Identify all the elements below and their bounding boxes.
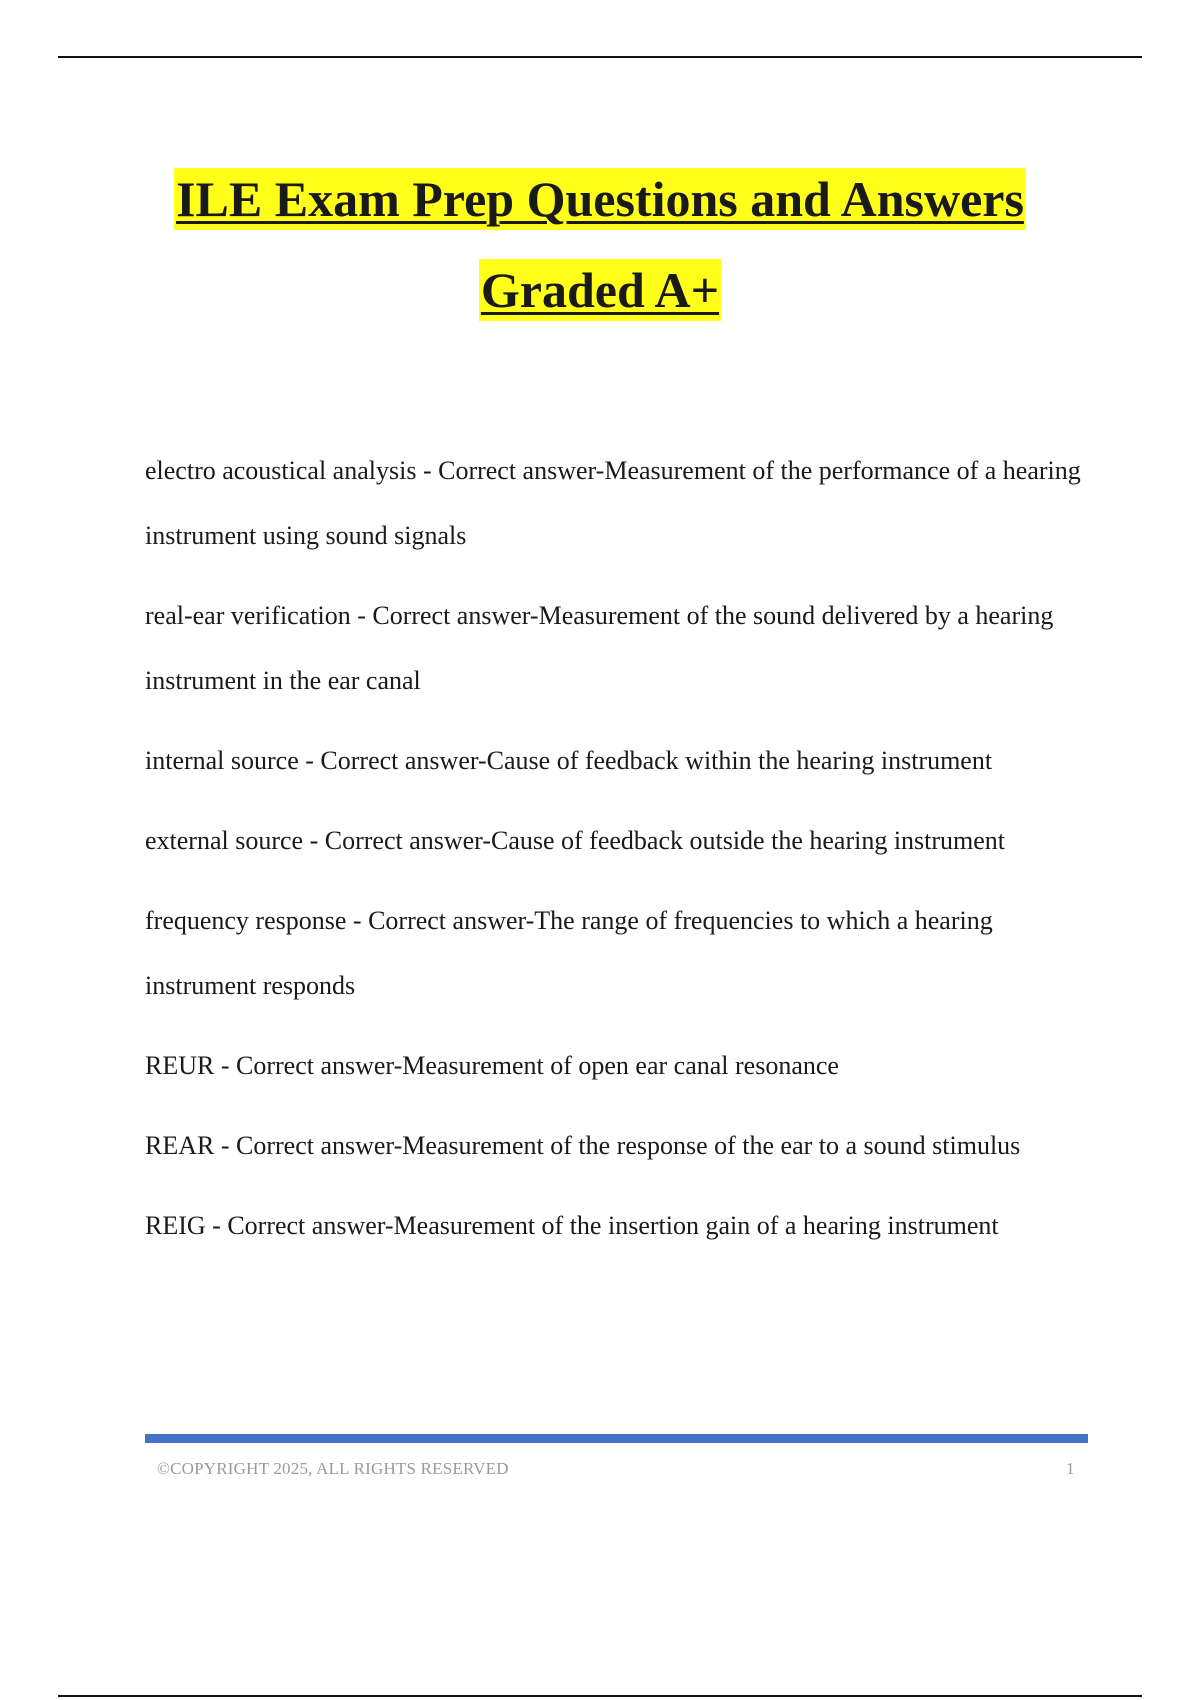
qa-item: electro acoustical analysis - Correct answer-Measurement of the performance of a hearing instrument using sound signals (145, 456, 1081, 550)
qa-item: external source - Correct answer-Cause of feedback outside the hearing instrument (145, 826, 1006, 855)
page-number: 1 (1066, 1459, 1075, 1478)
qa-item: internal source - Correct answer-Cause of feedback within the hearing instrument (145, 746, 993, 775)
footer-bar (145, 1434, 1088, 1443)
title-line-2: Graded A+ (479, 259, 721, 321)
qa-item: frequency response - Correct answer-The range of frequencies to which a hearing instrument responds (145, 906, 993, 1000)
qa-list (145, 438, 1090, 1273)
qa-item: real-ear verification - Correct answer-Measurement of the sound delivered by a hearing instrument in the ear canal (145, 601, 1054, 695)
title-line-1: ILE Exam Prep Questions and Answers (174, 168, 1026, 230)
bottom-page-rule (58, 1695, 1142, 1697)
qa-item: REUR - Correct answer-Measurement of open ear canal resonance (145, 1051, 839, 1080)
footer-copyright: ©COPYRIGHT 2025, ALL RIGHTS RESERVED (157, 1459, 509, 1478)
document-title (0, 168, 1200, 350)
top-page-rule (58, 56, 1142, 58)
qa-item: REAR - Correct answer-Measurement of the response of the ear to a sound stimulus (145, 1131, 1021, 1160)
qa-item: REIG - Correct answer-Measurement of the insertion gain of a hearing instrument (145, 1211, 999, 1240)
